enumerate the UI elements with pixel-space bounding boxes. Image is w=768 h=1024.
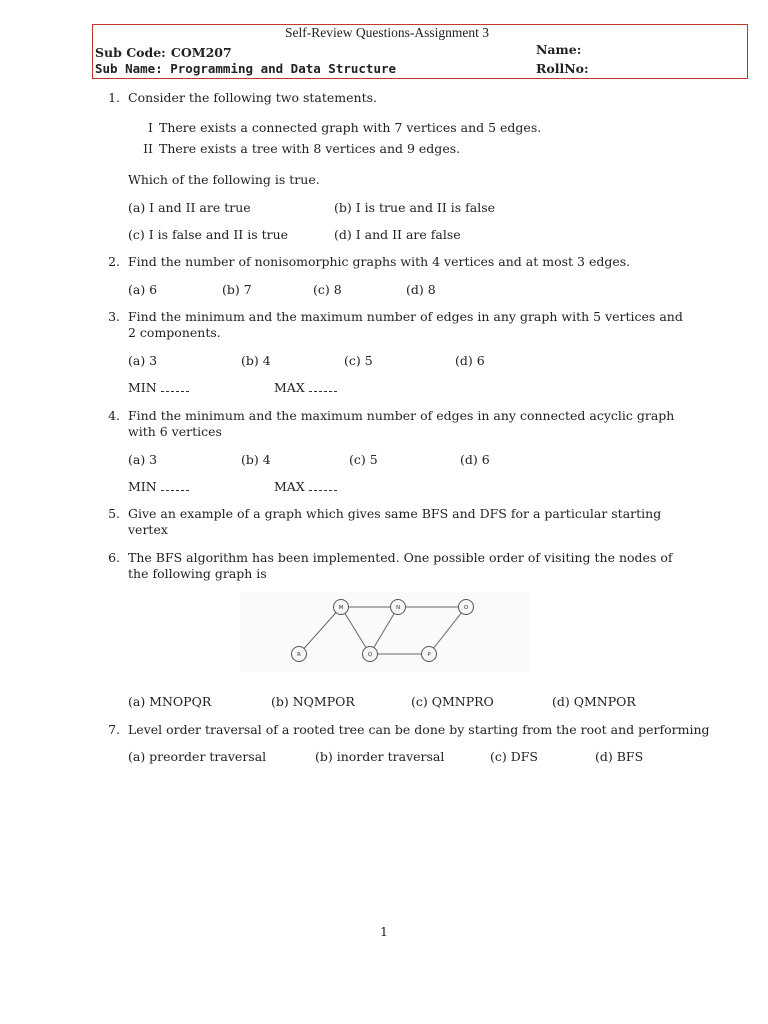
q4-min-label: MIN xyxy=(128,479,157,494)
q2-option-c: (c) 8 xyxy=(313,282,342,297)
q4-min-blank[interactable] xyxy=(161,480,189,491)
q4-number: 4. xyxy=(108,408,120,423)
q1-prompt: Which of the following is true. xyxy=(128,172,320,187)
q4-option-d: (d) 6 xyxy=(460,452,490,467)
q1-option-c: (c) I is false and II is true xyxy=(128,227,289,242)
q7-number: 7. xyxy=(108,722,120,737)
q7-option-c: (c) DFS xyxy=(490,749,538,764)
q4-max-label: MAX xyxy=(274,479,305,494)
q6-option-b: (b) NQMPOR xyxy=(271,694,355,709)
graph-node-m-label: M xyxy=(338,605,344,611)
page-number: 1 xyxy=(380,924,388,939)
graph-node-q-label: Q xyxy=(367,652,373,658)
q3-option-c: (c) 5 xyxy=(344,353,373,368)
q4-option-a: (a) 3 xyxy=(128,452,158,467)
q3-min xyxy=(128,380,189,396)
bfs-graph-figure xyxy=(240,592,530,672)
q6-line2: the following graph is xyxy=(128,566,267,581)
q3-option-d: (d) 6 xyxy=(455,353,485,368)
sub-code-value: COM207 xyxy=(170,45,232,60)
q4-line1: Find the minimum and the maximum number of edges in any connected acyclic graph xyxy=(128,408,675,423)
q5-number: 5. xyxy=(108,506,120,521)
bfs-graph xyxy=(240,592,530,672)
name-label: Name: xyxy=(536,42,582,57)
assignment-title: Self-Review Questions-Assignment 3 xyxy=(285,25,489,40)
graph-node-o-label: O xyxy=(463,605,469,611)
q3-max xyxy=(274,380,337,396)
graph-node-p-label: P xyxy=(427,652,431,658)
q4-max-blank[interactable] xyxy=(309,480,337,491)
q5-line1: Give an example of a graph which gives same BFS and DFS for a particular starting xyxy=(128,506,662,521)
q2-text: Find the number of nonisomorphic graphs with 4 vertices and at most 3 edges. xyxy=(128,254,631,269)
edge-m-q xyxy=(338,605,370,654)
q1-stmt1-number: I xyxy=(148,120,153,135)
q4-option-b: (b) 4 xyxy=(241,452,271,467)
rollno-label: RollNo: xyxy=(536,61,589,76)
sub-name: Sub Name: Programming and Data Structure xyxy=(95,61,397,76)
q3-line1: Find the minimum and the maximum number of edges in any graph with 5 vertices and xyxy=(128,309,683,324)
sub-code-label: Sub Code: xyxy=(95,45,166,60)
edge-m-r xyxy=(299,607,341,654)
q4-max xyxy=(274,479,337,495)
q3-max-blank[interactable] xyxy=(309,381,337,392)
q1-option-a: (a) I and II are true xyxy=(128,200,251,215)
q4-line2: with 6 vertices xyxy=(128,424,222,439)
q7-option-b: (b) inorder traversal xyxy=(315,749,445,764)
q7-option-a: (a) preorder traversal xyxy=(128,749,267,764)
q3-min-blank[interactable] xyxy=(161,381,189,392)
q7-option-d: (d) BFS xyxy=(595,749,644,764)
q4-option-c: (c) 5 xyxy=(349,452,378,467)
q6-number: 6. xyxy=(108,550,120,565)
q5-line2: vertex xyxy=(128,522,168,537)
q1-text: Consider the following two statements. xyxy=(128,90,377,105)
q1-stmt2: There exists a tree with 8 vertices and 9 edges. xyxy=(159,141,461,156)
graph-node-n-label: N xyxy=(395,605,401,611)
q1-option-b: (b) I is true and II is false xyxy=(334,200,496,215)
q1-option-d: (d) I and II are false xyxy=(334,227,461,242)
q3-max-label: MAX xyxy=(274,380,305,395)
q6-line1: The BFS algorithm has been implemented. One possible order of visiting the nodes of xyxy=(128,550,673,565)
q2-option-d: (d) 8 xyxy=(406,282,436,297)
q6-option-d: (d) QMNPOR xyxy=(552,694,636,709)
q3-number: 3. xyxy=(108,309,120,324)
q3-min-label: MIN xyxy=(128,380,157,395)
q4-min xyxy=(128,479,189,495)
q2-number: 2. xyxy=(108,254,120,269)
q2-option-b: (b) 7 xyxy=(222,282,252,297)
graph-node-r-label: R xyxy=(297,652,301,658)
q2-option-a: (a) 6 xyxy=(128,282,158,297)
q1-number: 1. xyxy=(108,90,120,105)
sub-code xyxy=(95,42,232,61)
q1-stmt2-number: II xyxy=(143,141,153,156)
q7-text: Level order traversal of a rooted tree can be done by starting from the root and performing xyxy=(128,722,710,737)
q6-option-a: (a) MNOPQR xyxy=(128,694,212,709)
q1-stmt1: There exists a connected graph with 7 vertices and 5 edges. xyxy=(159,120,542,135)
q3-option-a: (a) 3 xyxy=(128,353,158,368)
q3-line2: 2 components. xyxy=(128,325,221,340)
edge-n-q xyxy=(370,605,401,654)
q6-option-c: (c) QMNPRO xyxy=(411,694,494,709)
q3-option-b: (b) 4 xyxy=(241,353,271,368)
edge-o-p xyxy=(429,607,466,654)
